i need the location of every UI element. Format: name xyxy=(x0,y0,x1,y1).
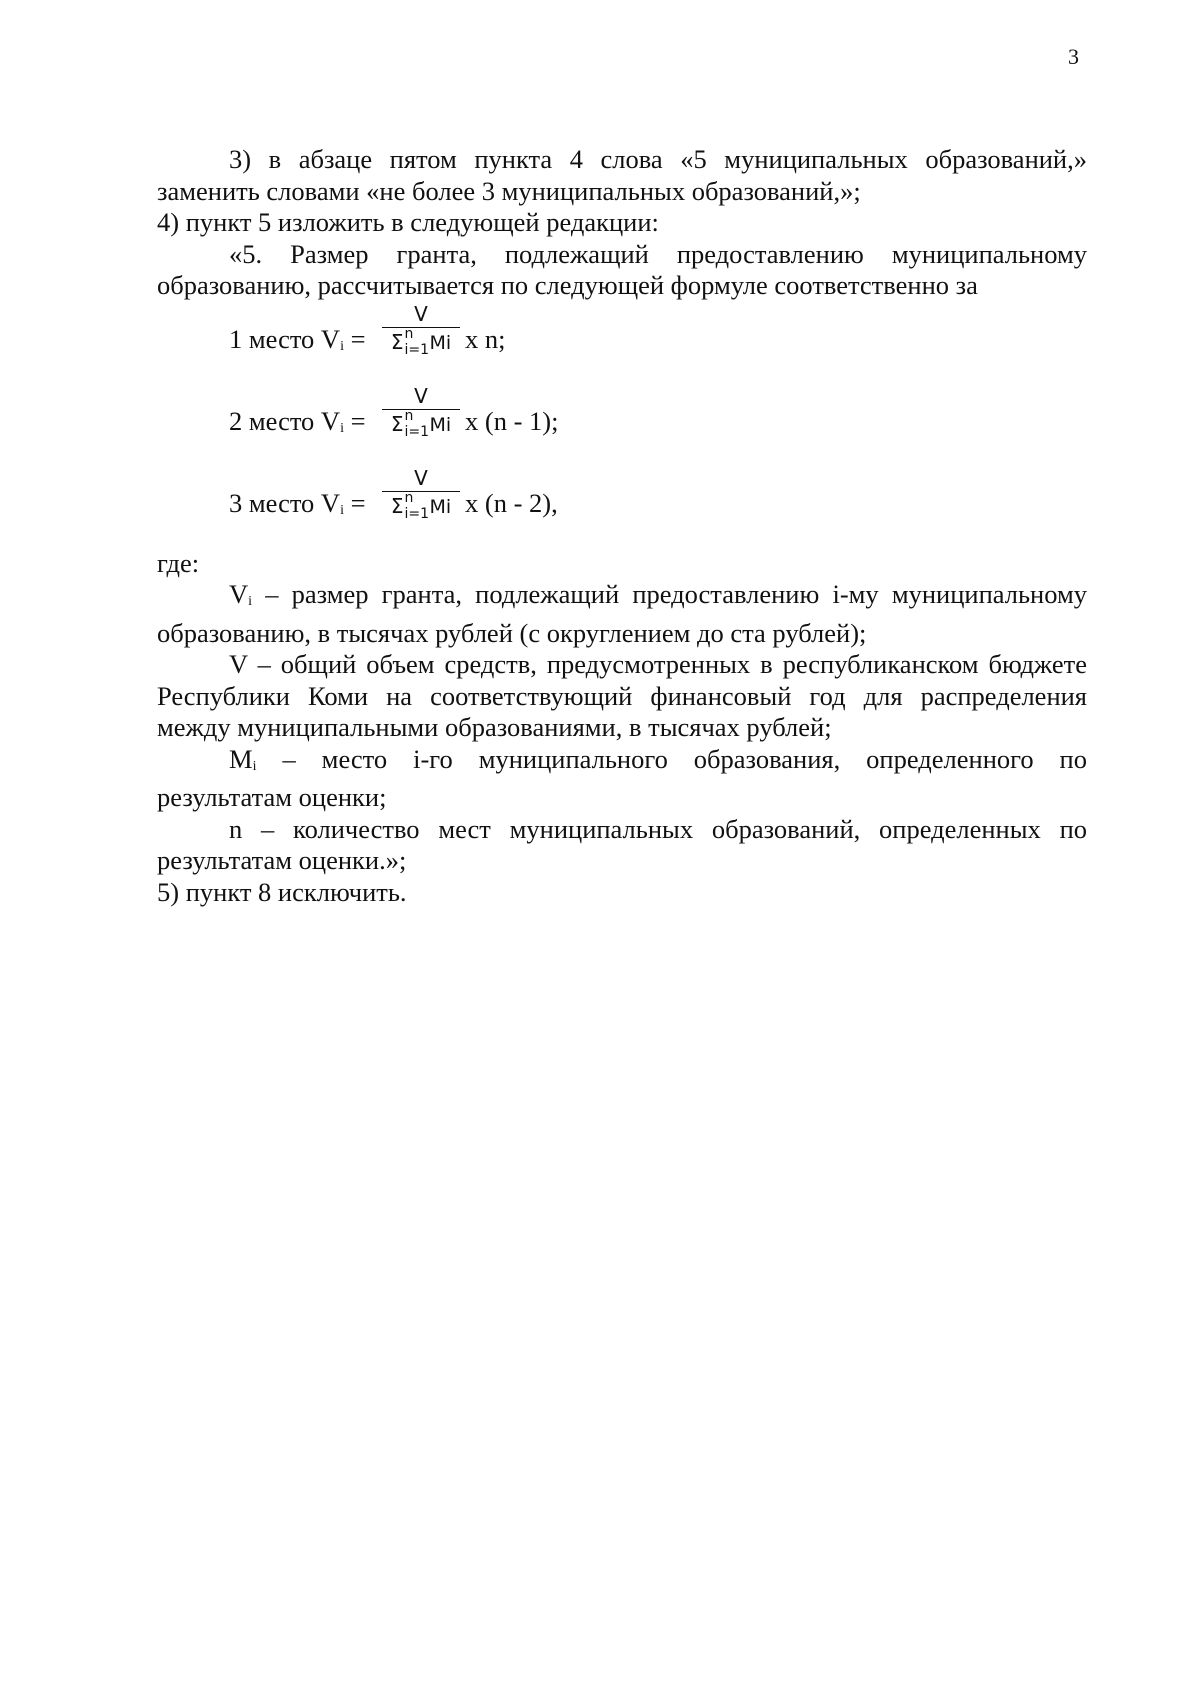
sum-upper-limit: n xyxy=(404,489,414,506)
formula-lead: 2 место V xyxy=(229,405,341,436)
fraction xyxy=(382,465,460,522)
subscript: i xyxy=(340,420,344,436)
definition-n: n – количество мест муниципальных образований, определенных по результатам оценки.»; xyxy=(157,813,1087,875)
sum-lower-limit: i=1 xyxy=(404,505,430,522)
page-number: 3 xyxy=(1068,44,1079,69)
subscript: i xyxy=(248,594,253,609)
fraction-bar xyxy=(382,409,460,410)
fraction-denominator xyxy=(382,325,460,358)
subscript: i xyxy=(252,758,257,774)
subscript: i xyxy=(340,338,344,354)
document-body xyxy=(157,144,1087,908)
definition-mi xyxy=(157,744,1087,814)
paragraph-item-5-last: 5) пункт 8 исключить. xyxy=(157,876,407,907)
sum-term: Mi xyxy=(429,495,452,518)
fraction-numerator: V xyxy=(414,465,428,490)
where-label: где: xyxy=(157,547,200,578)
formula-lead: 3 место V xyxy=(229,487,341,518)
fraction-denominator xyxy=(382,489,460,522)
sum-upper-limit: n xyxy=(404,325,414,342)
paragraph-item-4: 4) пункт 5 изложить в следующей редакции: xyxy=(157,207,659,237)
sum-term: Mi xyxy=(429,331,452,354)
formula-lead: 1 место V xyxy=(229,323,341,354)
sigma-symbol: Σ xyxy=(390,411,404,436)
fraction-denominator xyxy=(382,407,460,440)
formula-tail: x n; xyxy=(465,323,506,354)
vi-definition-text: – размер гранта, подлежащий предоставлению i-му муниципальному образованию, в тысячах рублей (с округлением до ста рублей); xyxy=(157,579,1087,648)
subscript: i xyxy=(340,502,344,518)
sum-term: Mi xyxy=(429,413,452,436)
equals-sign: = xyxy=(343,487,366,518)
definition-vi xyxy=(157,579,1087,649)
vi-symbol: V xyxy=(229,579,249,609)
mi-symbol: M xyxy=(229,743,253,774)
sum-lower-limit: i=1 xyxy=(404,341,430,358)
formula-place-1 xyxy=(229,302,1087,384)
sigma-symbol: Σ xyxy=(390,329,404,354)
fraction-numerator: V xyxy=(414,383,428,408)
sum-upper-limit: n xyxy=(404,407,414,424)
formula-tail: x (n - 2), xyxy=(465,487,558,518)
fraction xyxy=(382,301,460,358)
equals-sign: = xyxy=(343,323,366,354)
fraction-bar xyxy=(382,491,460,492)
paragraph-item-5: «5. Размер гранта, подлежащий предоставлению муниципальному образованию, рассчитывается по следующей формуле соответственно за xyxy=(157,238,1087,300)
definition-v: V – общий объем средств, предусмотренных в республиканском бюджете Республики Коми на соответствующий финансовый год для распределения между муниципальными образованиями, в тысячах рублей; xyxy=(157,649,1087,742)
formula-place-2 xyxy=(229,384,1087,466)
fraction-bar xyxy=(382,327,460,328)
formula-tail: x (n - 1); xyxy=(465,405,559,436)
fraction xyxy=(382,383,460,440)
formula-place-3 xyxy=(229,466,1087,548)
mi-definition-text: – место i-го муниципального образования, определенного по результатам оценки; xyxy=(157,743,1087,812)
paragraph-item-3: 3) в абзаце пятом пункта 4 слова «5 муниципальных образований,» заменить словами «не более 3 муниципальных образований,»; xyxy=(157,144,1087,206)
equals-sign: = xyxy=(343,405,366,436)
fraction-numerator: V xyxy=(414,301,428,326)
sum-lower-limit: i=1 xyxy=(404,423,430,440)
sigma-symbol: Σ xyxy=(390,493,404,518)
